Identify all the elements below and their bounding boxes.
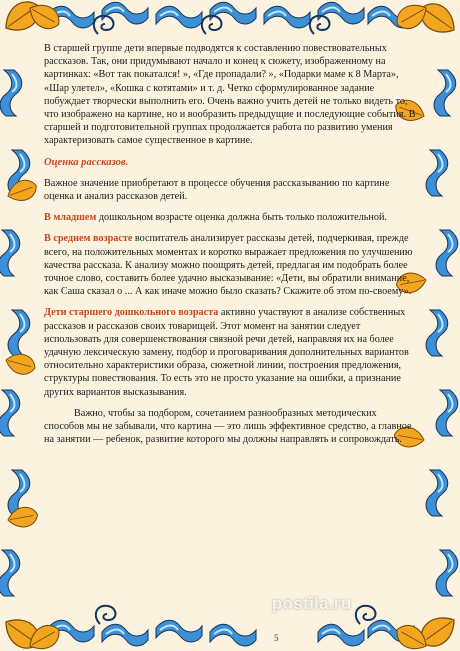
paragraph: Важно, чтобы за подбором, сочетанием разнообразных методических способов мы не забывали, что картина — это лишь эффективное средство, а главное на занятии — ребенок, развитие которого мы должны направлять и сопровождать.	[44, 407, 412, 446]
highlight-phrase: В среднем возрасте	[44, 233, 133, 245]
paragraph	[44, 232, 416, 298]
frame-top	[48, 2, 414, 34]
paragraph-text: дошкольном возрасте оценка должна быть только положительной.	[96, 212, 387, 224]
frame-left	[0, 70, 40, 596]
section-heading: Оценка рассказов.	[44, 156, 129, 168]
paragraph-text: воспитатель анализирует рассказы детей, подчеркивая, прежде всего, на положительных моментах и коротко выражает предложения по улучшению качества рассказа. К анализу можно поощрять детей, предлагая им подобрать более точное слово, составить более удачно высказывание: «Дети, вы обратили внимание, как Саша сказал о ... А как иначе можно было сказать? Скажите об этом по-своему».	[44, 233, 413, 298]
paragraph-text: активно участвуют в анализе собственных рассказов и рассказов своих товарищей. Этот момент на занятии следует использовать для совершенствования связной речи детей, направляя их на более удачную лексическую замену, подбор и проговаривания дополнительных вариантов относительно характеристики образа, сюжетной линии, построения предложения, структуры повествования. То есть это не просто указание на ошибки, а признание других вариантов высказывания.	[44, 307, 409, 398]
frame-bottom	[48, 606, 414, 646]
document-body	[44, 42, 416, 454]
paragraph: В старшей группе дети впервые подводятся к составлению повествовательных рассказов. Так, они придумывают начало и конец к сюжету, изображенному на картинках: «Вот так покатался! », «Где пропадали? », «Подарки маме к 8 Марта», «Шар улетел», «Кошка с котятами» и т. д. Четко сформулированное задание побуждает творчески выполнить его. Очень важно учить детей не только видеть то, что изображено на картине, но и вообразить предыдущие и последующие события. В старшей и подготовительной группах продолжается работа по развитию умения характеризовать самое существенное в картине.	[44, 43, 416, 147]
highlight-phrase: В младшем	[44, 212, 97, 224]
paragraph: Важное значение приобретают в процессе обучения рассказыванию по картине оценка и анализ рассказов детей.	[44, 177, 390, 203]
paragraph	[44, 211, 416, 224]
highlight-phrase: Дети старшего дошкольного возраста	[44, 307, 219, 319]
page-number: 5	[274, 633, 279, 643]
watermark: postila.ru	[272, 594, 352, 613]
paragraph	[44, 306, 416, 398]
